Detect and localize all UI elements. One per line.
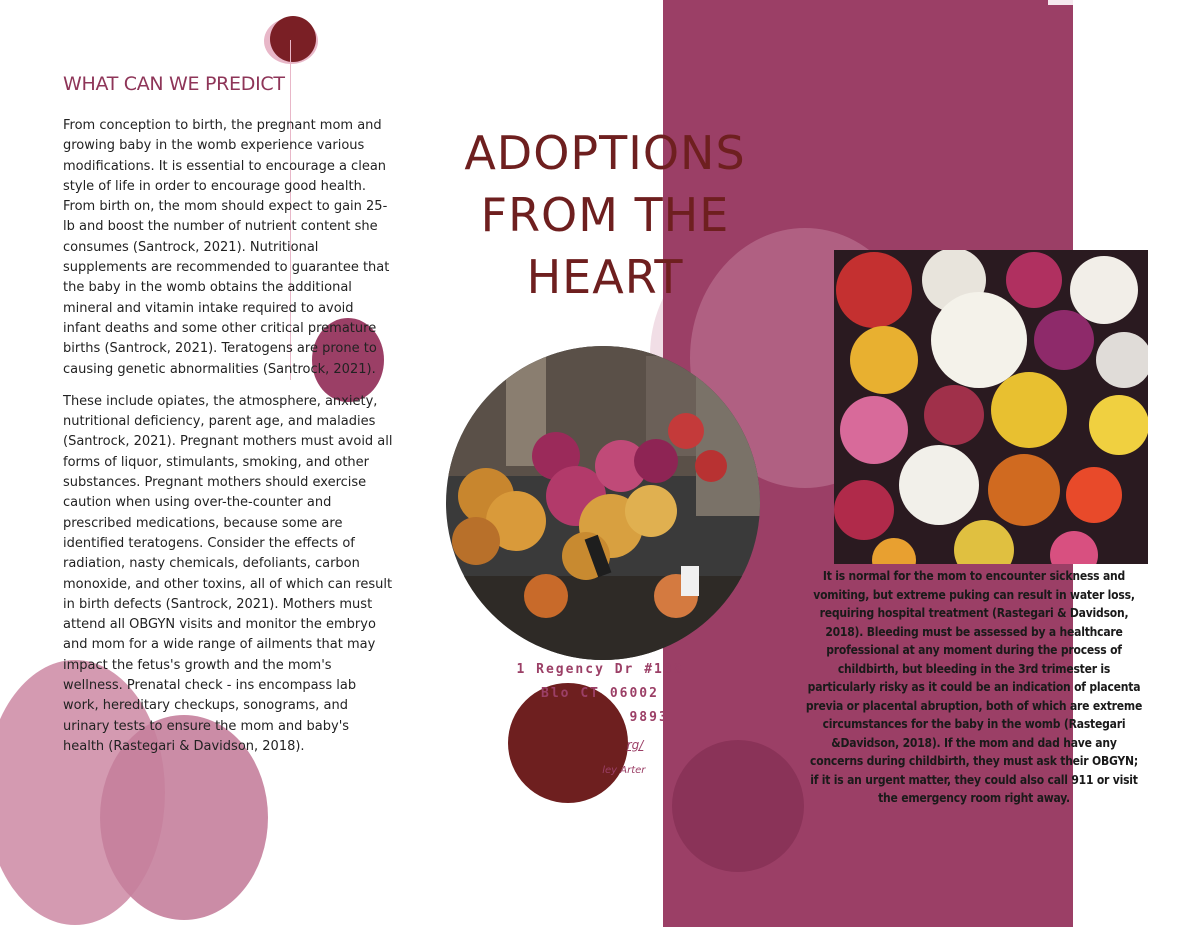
magenta-circle-bottom	[672, 740, 804, 872]
paragraph: These include opiates, the atmosphere, anxiety, nutritional deficiency, parent age, and maladies (Santrock, 2021). Pregnant mothers must avoid all forms of liquor, stimulants, smoking, and other substances. Pregnant mothers should exercise caution when using over-the-counter and prescribed medications, because some are identified teratogens. Consider the effects of radiation, nasty chemicals, defoliants, carbon monoxide, and other toxins, all of which can result in birth defects (Santrock, 2021). Mothers must attend all OBGYN visits and monitor the embryo and mom for a wide range of ailments that may impact the fetus's growth and the mom's wellness. Prenatal check - ins encompass lab work, hereditary checkups, sonograms, and urinary tests to ensure the mom and baby's health (Rastegari & Davidson, 2018).	[63, 393, 393, 754]
title-line: FROM THE	[480, 188, 730, 242]
phone-number: 9893	[531, 710, 669, 725]
credit-line: ley Arter	[554, 765, 646, 776]
title-line: HEART	[526, 250, 684, 304]
paragraph: From conception to birth, the pregnant mom and growing baby in the womb experience various modifications. It is essential to encourage a clean style of life in order to encourage good health. From birth on, the mom should expect to gain 25-lb and boost the number of nutrient content she consumes (Santrock, 2021). Nutritional supplements are recommended to guarantee that the baby in the womb obtains the additional mineral and vitamin intake required to avoid infant deaths and some other critical premature births (Santrock, 2021). Teratogens are prone to causing genetic abnormalities (Santrock, 2021).	[63, 118, 390, 377]
address-line-2: Blo CT 06002	[541, 686, 659, 701]
title-line: ADOPTIONS	[464, 126, 746, 180]
flower-market-photo	[446, 346, 760, 660]
section-heading: WHAT CAN WE PREDICT	[63, 73, 285, 95]
pale-strip-top	[1048, 0, 1073, 5]
right-body-text: It is normal for the mom to encounter sickness and vomiting, but extreme puking can result in water loss, requiring hospital treatment (Rastegari & Davidson, 2018). Bleeding must be assessed by a healthcare professional at any moment during the process of childbirth, but bleeding in the 3rd trimester is particularly risky as it could be an indication of placenta previa or placental abruption, both of which are extreme circumstances for the baby in the womb (Rastegari &Davidson, 2018). If the mom and dad have any concerns during childbirth, they must ask their OBGYN; if it is an urgent matter, they could also call 911 or visit the emergency room right away.	[805, 569, 1143, 805]
address-line-1: 1 Regency Dr #108	[516, 662, 684, 677]
dark-circle-top	[270, 16, 316, 62]
brochure-title	[430, 122, 780, 308]
left-body-text	[63, 116, 393, 769]
dahlia-flowers-photo	[834, 250, 1148, 564]
website-link[interactable]: rg/	[626, 738, 644, 752]
